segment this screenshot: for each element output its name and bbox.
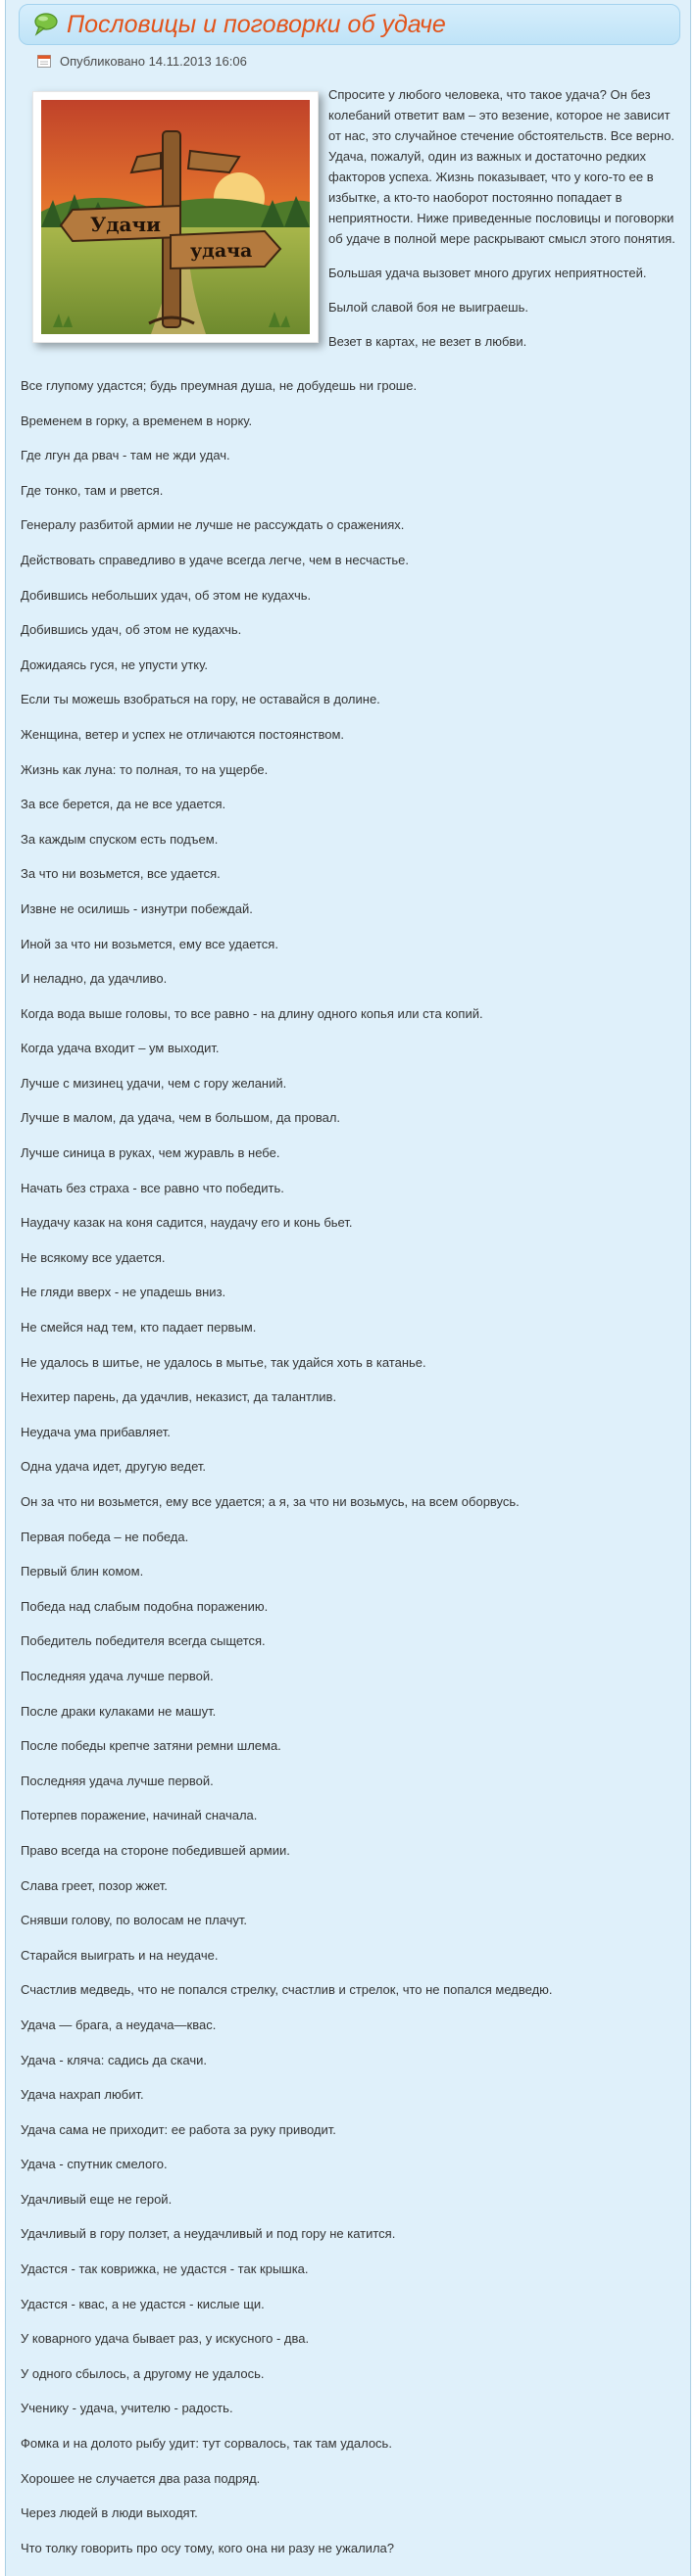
sign-text-left: Удачи — [90, 213, 161, 236]
proverb-item: Последняя удача лучше первой. — [21, 1668, 214, 1683]
proverb-item: Удастся - так коврижка, не удастся - так крышка. — [21, 2261, 309, 2277]
proverb-item: Не всякому все удается. — [21, 1249, 166, 1265]
proverb-item: Первый блин комом. — [21, 1564, 144, 1580]
proverb-item: Хорошее не случается два раза подряд. — [21, 2470, 261, 2486]
proverb-item: Удача - спутник смелого. — [21, 2157, 168, 2172]
proverb-item: Фомка и на долото рыбу удит: тут сорвалось, так там удалось. — [21, 2436, 392, 2452]
proverb-item: Победитель победителя всегда сыщется. — [21, 1633, 266, 1649]
article-illustration — [32, 91, 319, 343]
proverb-item: Что толку говорить про осу тому, кого она ни разу не ужалила? — [21, 2540, 394, 2555]
proverb-item: Потерпев поражение, начинай сначала. — [21, 1808, 258, 1823]
proverb-item: Генералу разбитой армии не лучше не рассуждать о сражениях. — [21, 517, 405, 533]
proverb-item: Женщина, ветер и успех не отличаются постоянством. — [21, 726, 345, 742]
proverb-item: Действовать справедливо в удаче всегда легче, чем в несчастье. — [21, 552, 410, 567]
proverb-item: Где лгун да рвач - там не жди удач. — [21, 448, 230, 463]
proverb-item: Одна удача идет, другую ведет. — [21, 1459, 207, 1475]
proverb-item: Наудачу казак на коня садится, наудачу его и конь бьет. — [21, 1215, 353, 1231]
proverb-item: Лучше в малом, да удача, чем в большом, да провал. — [21, 1110, 341, 1126]
calendar-icon — [36, 53, 52, 69]
proverb-item: Извне не осилишь - изнутри побеждай. — [21, 900, 253, 916]
proverb-item: После драки кулаками не машут. — [21, 1703, 217, 1719]
proverb-item: Удастся - квас, а не удастся - кислые щи. — [21, 2296, 265, 2311]
proverb-item: Когда удача входит – ум выходит. — [21, 1041, 220, 1056]
proverb-item: Когда вода выше головы, то все равно - на длину одного копья или ста копий. — [21, 1005, 483, 1021]
proverb-item: Неудача ума прибавляет. — [21, 1424, 171, 1439]
proverb-item: Снявши голову, по волосам не плачут. — [21, 1913, 248, 1928]
proverb-item: Удачливый еще не герой. — [21, 2191, 173, 2207]
article-page — [5, 0, 691, 2576]
proverb-item: Где тонко, там и рвется. — [21, 482, 164, 498]
intro-proverb: Большая удача вызовет много других неприятностей. — [328, 266, 647, 280]
proverb-item: После победы крепче затяни ремни шлема. — [21, 1738, 281, 1754]
proverb-item: Нехитер парень, да удачлив, неказист, да талантлив. — [21, 1389, 337, 1405]
proverb-item: Слава греет, позор жжет. — [21, 1877, 168, 1893]
proverb-item: Он за что ни возьмется, ему все удается; а я, за что ни возьмусь, на всем оборвусь. — [21, 1494, 520, 1509]
proverb-item: Последняя удача лучше первой. — [21, 1773, 214, 1788]
proverb-item: Ученику - удача, учителю - радость. — [21, 2401, 233, 2416]
proverb-item: Если ты можешь взобраться на гору, не оставайся в долине. — [21, 692, 380, 707]
proverb-item: Начать без страха - все равно что победить. — [21, 1180, 284, 1195]
proverb-item: Лучше с мизинец удачи, чем с гору желаний. — [21, 1075, 287, 1091]
proverb-item: Победа над слабым подобна поражению. — [21, 1598, 269, 1614]
intro-proverb: Былой славой боя не выиграешь. — [328, 300, 528, 315]
proverb-item: За каждым спуском есть подъем. — [21, 831, 219, 847]
proverb-item: За все берется, да не все удается. — [21, 797, 226, 812]
proverb-item: Не удалось в шитье, не удалось в мытье, так удайся хоть в катанье. — [21, 1354, 426, 1370]
proverb-item: Добившись небольших удач, об этом не кудахчь. — [21, 587, 312, 603]
proverb-item: За что ни возьмется, все удается. — [21, 866, 221, 882]
proverb-item: Лучше синица в руках, чем журавль в небе. — [21, 1145, 280, 1161]
proverb-item: Через людей в люди выходят. — [21, 2505, 198, 2521]
proverb-item: Все глупому удастся; будь преумная душа, не добудешь ни гроше. — [21, 378, 418, 393]
proverb-item: Добившись удач, об этом не кудахчь. — [21, 622, 242, 638]
proverb-item: Иной за что ни возьмется, ему все удается. — [21, 936, 278, 951]
proverb-item: Первая победа – не победа. — [21, 1529, 189, 1544]
proverb-item: Счастлив медведь, что не попался стрелку, счастлив и стрелок, что не попался медведю. — [21, 1982, 553, 1998]
publish-info — [36, 51, 247, 71]
intro-proverb: Везет в картах, не везет в любви. — [328, 334, 527, 349]
intro-text — [328, 84, 677, 365]
proverb-item: Временем в горку, а временем в норку. — [21, 413, 253, 428]
proverb-item: Удача - кляча: садись да скачи. — [21, 2052, 207, 2067]
proverb-item: Жизнь как луна: то полная, то на ущербе. — [21, 761, 269, 777]
proverb-item: Удачливый в гору ползет, а неудачливый и под гору не катится. — [21, 2226, 396, 2242]
publish-date: Опубликовано 14.11.2013 16:06 — [60, 53, 247, 69]
proverb-item: У коварного удача бывает раз, у искусного - два. — [21, 2331, 310, 2347]
proverb-item: Не гляди вверх - не упадешь вниз. — [21, 1285, 226, 1300]
intro-paragraph: Спросите у любого человека, что такое удача? Он без колебаний ответит вам – это везение, которое не зависит от нас, это случайное стечение обстоятельств. Все верно. Удача, пожалуй, один из важных и достаточно редких факторов успеха. Жизнь показывает, что у кого-то ее в избытке, а кто-то наоборот постоянно попадает в неприятности. Ниже приведенные пословицы и поговорки об удаче в полной мере раскрывают смысл этого понятия. — [328, 87, 675, 246]
proverb-item: Право всегда на стороне победившей армии. — [21, 1842, 290, 1858]
proverb-item: У одного сбылось, а другому не удалось. — [21, 2365, 265, 2381]
proverb-item: Не смейся над тем, кто падает первым. — [21, 1320, 257, 1336]
page-title[interactable]: Пословицы и поговорки об удаче — [67, 10, 446, 38]
proverb-item: Удача нахрап любит. — [21, 2087, 144, 2103]
proverb-item: И неладно, да удачливо. — [21, 971, 168, 987]
speech-bubble-icon — [31, 11, 59, 38]
proverb-item: Удача — брага, а неудача—квас. — [21, 2017, 217, 2032]
proverb-item: Старайся выиграть и на неудаче. — [21, 1947, 219, 1963]
article-header — [19, 4, 680, 45]
sign-text-right: удача — [190, 240, 253, 262]
proverb-item: Дожидаясь гуся, не упусти утку. — [21, 656, 208, 672]
proverb-item: Удача сама не приходит: ее работа за руку приводит. — [21, 2121, 336, 2137]
proverb-list — [21, 376, 679, 2573]
